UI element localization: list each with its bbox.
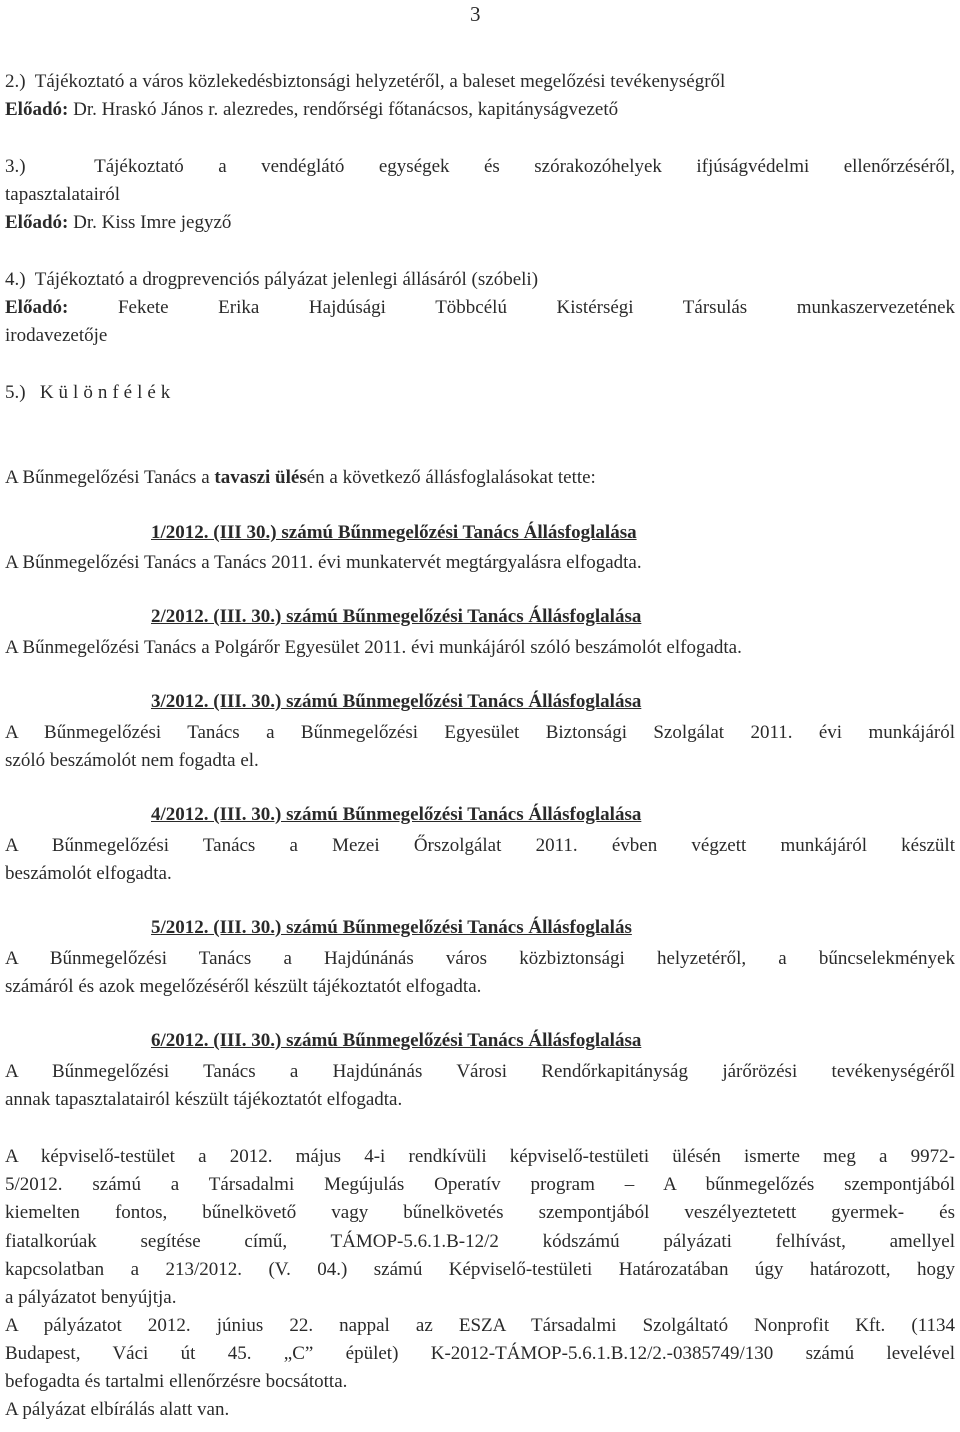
- closing-line: A pályázatot 2012. június 22. nappal az ESZA Társadalmi Szolgáltató Nonprofit Kft. (1134: [5, 1315, 955, 1336]
- intro-emphasis: tavaszi ülés: [214, 467, 307, 488]
- closing-line: fiatalkorúak segítése című, TÁMOP-5.6.1.B-12/2 kódszámú pályázati felhívást, amellyel: [5, 1230, 955, 1252]
- presenter-name: Dr. Kiss Imre jegyző: [73, 212, 232, 234]
- agenda-item-text: Tájékoztató a drogprevenciós pályázat jelenlegi állásáról (szóbeli): [34, 269, 539, 290]
- closing-line: 5/2012. számú a Társadalmi Megújulás Operatív program – A bűnmegelőzés szempontjából: [5, 1174, 955, 1196]
- resolution-5-body: [5, 945, 955, 1001]
- resolution-6-body: [5, 1058, 955, 1114]
- presenter-label: Előadó:: [5, 297, 69, 319]
- agenda-item-number: 2.): [5, 71, 26, 92]
- resolution-4-title: 4/2012. (III. 30.) számú Bűnmegelőzési Tanács Állásfoglalása: [151, 804, 642, 825]
- closing-line: A pályázat elbírálás alatt van.: [5, 1399, 230, 1420]
- resolution-text-cont: szóló beszámolót nem fogadta el.: [5, 750, 259, 772]
- closing-paragraph-3: [5, 1396, 955, 1424]
- resolution-3-title: 3/2012. (III. 30.) számú Bűnmegelőzési Tanács Állásfoglalása: [151, 691, 642, 712]
- agenda-item-3: [5, 153, 955, 238]
- resolution-1-body: [5, 549, 955, 577]
- page-number: 3: [470, 2, 481, 26]
- resolution-1-title: 1/2012. (III 30.) számú Bűnmegelőzési Tanács Állásfoglalása: [151, 522, 637, 543]
- resolution-3-body: [5, 719, 955, 775]
- closing-paragraph-1: [5, 1143, 955, 1312]
- closing-paragraph-2: [5, 1312, 955, 1397]
- agenda-item-text: Tájékoztató a vendéglátó egységek és szórakozóhelyek ifjúságvédelmi ellenőrzéséről,: [94, 156, 955, 177]
- intro-text-end: én a következő állásfoglalásokat tette:: [306, 467, 596, 488]
- closing-line: befogadta és tartalmi ellenőrzésre bocsátotta.: [5, 1371, 348, 1393]
- presenter-label: Előadó:: [5, 99, 69, 121]
- agenda-item-4: [5, 266, 955, 351]
- resolution-2-body: [5, 634, 955, 662]
- resolution-text-cont: beszámolót elfogadta.: [5, 863, 172, 885]
- closing-line: kapcsolatban a 213/2012. (V. 04.) számú Képviselő-testületi Határozatában úgy határozott, hogy: [5, 1258, 955, 1280]
- presenter-label: Előadó:: [5, 212, 69, 234]
- closing-line: A képviselő-testület a 2012. május 4-i rendkívüli képviselő-testületi ülésén ismerte meg a 9972-: [5, 1146, 955, 1167]
- resolution-4-body: [5, 832, 955, 888]
- intro-paragraph: [5, 464, 955, 492]
- resolution-5-title: 5/2012. (III. 30.) számú Bűnmegelőzési Tanács Állásfoglalás: [151, 917, 632, 938]
- resolution-text: A Bűnmegelőzési Tanács a Bűnmegelőzési Egyesület Biztonsági Szolgálat 2011. évi munkájáról: [5, 722, 955, 743]
- closing-line: a pályázatot benyújtja.: [5, 1287, 177, 1309]
- resolution-2-title: 2/2012. (III. 30.) számú Bűnmegelőzési Tanács Állásfoglalása: [151, 606, 642, 627]
- agenda-item-text: Tájékoztató a város közlekedésbiztonsági helyzetéről, a baleset megelőzési tevékenységről: [34, 71, 726, 92]
- resolution-text: A Bűnmegelőzési Tanács a Tanács 2011. évi munkatervét megtárgyalásra elfogadta.: [5, 552, 642, 573]
- intro-text: A Bűnmegelőzési Tanács a: [5, 467, 215, 488]
- presenter-name: Dr. Hraskó János r. alezredes, rendőrségi főtanácsos, kapitányságvezető: [73, 99, 619, 121]
- resolution-text: A Bűnmegelőzési Tanács a Hajdúnánás város közbiztonsági helyzetéről, a bűncselekmények: [5, 948, 955, 969]
- resolution-6-title: 6/2012. (III. 30.) számú Bűnmegelőzési Tanács Állásfoglalása: [151, 1030, 642, 1051]
- agenda-item-number: 3.): [5, 156, 26, 177]
- presenter-name-cont: irodavezetője: [5, 325, 108, 347]
- closing-line: Budapest, Váci út 45. „C” épület) K-2012-TÁMOP-5.6.1.B.12/2.-0385749/130 számú levelével: [5, 1343, 955, 1365]
- resolution-text: A Bűnmegelőzési Tanács a Mezei Őrszolgálat 2011. évben végzett munkájáról készült: [5, 835, 955, 856]
- agenda-item-text-cont: tapasztalatairól: [5, 184, 120, 206]
- resolution-text-cont: számáról és azok megelőzéséről készült tájékoztatót elfogadta.: [5, 976, 482, 998]
- agenda-item-5: [5, 379, 955, 407]
- agenda-item-text: Különfélék: [39, 382, 176, 403]
- agenda-item-number: 5.): [5, 382, 26, 403]
- resolution-text: A Bűnmegelőzési Tanács a Polgárőr Egyesület 2011. évi munkájáról szóló beszámolót elfogadta.: [5, 637, 742, 658]
- agenda-item-number: 4.): [5, 269, 26, 290]
- presenter-name: Fekete Erika Hajdúsági Többcélú Kistérségi Társulás munkaszervezetének: [117, 297, 956, 319]
- resolution-text: A Bűnmegelőzési Tanács a Hajdúnánás Városi Rendőrkapitányság járőrözési tevékenységéről: [5, 1061, 955, 1082]
- agenda-item-2: [5, 68, 955, 124]
- resolution-text-cont: annak tapasztalatairól készült tájékoztatót elfogadta.: [5, 1089, 403, 1111]
- closing-line: kiemelten fontos, bűnelkövető vagy bűnelkövetés szempontjából veszélyeztetett gyermek- és: [5, 1202, 955, 1224]
